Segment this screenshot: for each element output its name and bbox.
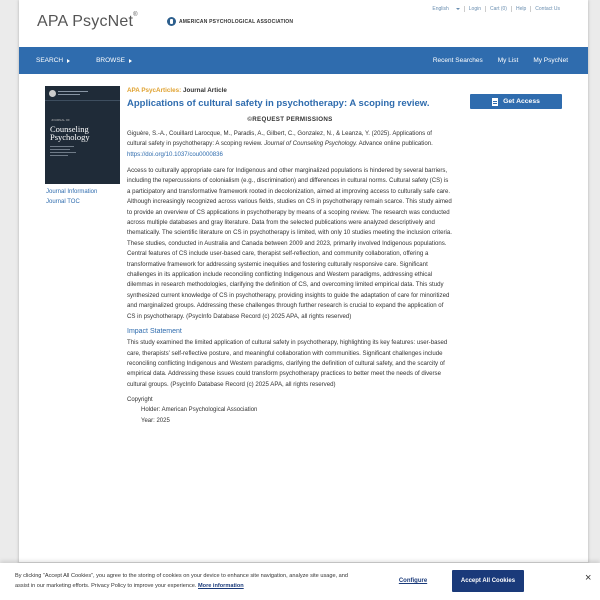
citation-journal: Journal of Counseling Psychology. [264,140,358,147]
logo-text: APA PsycNet [37,13,134,30]
document-icon [492,98,498,106]
contact-link[interactable]: Contact Us [530,6,564,12]
citation-advance: Advance online publication. [357,140,433,147]
journal-information-link[interactable]: Journal Information [46,189,98,195]
more-information-link[interactable]: More information [198,582,244,589]
language-select[interactable] [424,6,463,12]
configure-button[interactable]: Configure [398,578,428,584]
citation [127,129,453,161]
impact-statement-heading: Impact Statement [127,328,182,336]
article-title: Applications of cultural safety in psychotherapy: A scoping review. [127,98,430,109]
journal-cover-image[interactable] [45,86,120,184]
apa-psycnet-logo[interactable] [37,13,138,31]
nav-search[interactable] [36,57,70,64]
utility-nav [424,6,564,12]
caret-right-icon [67,59,70,63]
cookie-text: By clicking “Accept All Cookies”, you agree to the storing of cookies on your device to enhance site navigation, analyze site usage, and assist in our marketing efforts. Privacy Policy to improve your experience. [15,573,349,589]
nav-browse-label: BROWSE [96,57,125,64]
help-link[interactable]: Help [511,6,530,12]
apa-org-name: AMERICAN PSYCHOLOGICAL ASSOCIATION [179,18,294,25]
page-container [19,0,588,600]
get-access-button[interactable] [470,94,562,109]
cookie-message [15,572,360,591]
close-icon[interactable]: × [585,572,592,584]
source-line [127,87,453,94]
copyright-year: Year: 2025 [141,417,170,424]
get-access-label: Get Access [503,98,540,105]
article-main [127,87,453,426]
copyright-holder: Holder: American Psychological Association [141,407,258,414]
login-link[interactable]: Login [464,6,485,12]
citation-text: Giguère, S.-A., Couillard Larocque, M., Paradis, A., Gilbert, C., Gonzalez, N., & Leanza, Y. (2025). Applications of cultural safety in psychotherapy: A scoping review. [127,129,432,147]
main-navbar [19,47,588,74]
nav-browse[interactable] [96,57,132,64]
cart-link[interactable]: Cart (0) [485,6,511,12]
request-permissions-link[interactable]: ©REQUEST PERMISSIONS [247,115,333,123]
apa-globe-icon [167,17,176,26]
article-type: Journal Article [183,87,227,94]
nav-my-list[interactable]: My List [497,57,519,64]
accept-all-cookies-button[interactable]: Accept All Cookies [452,570,524,592]
impact-statement: This study examined the limited application of cultural safety in psychotherapy, highlighting its key features: user-based care, therapists' self-reflective posture, and meaningful collaboration with communities. Significant challenges include reconciling conflicting Indigenous and Western paradigms, clarifying the definition of cultural safety, and the scarcity of empirical data. Addressing these issues could transform psychotherapy practices to better meet the needs of diverse cultural groups. (PsycInfo Database Record (c) 2025 APA, all rights reserved) [127,339,448,388]
nav-my-psycnet[interactable]: My PsycNet [533,57,568,64]
doi-link[interactable]: https://doi.org/10.1037/cou0000836 [127,150,223,158]
chevron-down-icon [456,8,460,10]
copyright-heading: Copyright [127,397,153,404]
source-name[interactable]: APA PsycArticles: [127,87,182,94]
abstract: Access to culturally appropriate care for Indigenous and other marginalized populations is hindered by several barriers, including the repercussions of colonialism (e.g., discrimination) and differences in cultural norms. Cultural safety (CS) is a participatory and transformative framework rooted in decolonization, aimed at improving access to culturally safe care. Although increasingly recognized across various fields, studies on CS in psychotherapy remain scarce. This study aimed to provide an overview of CS applications in psychotherapy by means of a scoping review. The research was conducted across multiple databases and gray literature. Data from the selected publications were analyzed descriptively and thematically. The scientific literature on CS in psychotherapy is limited, with only 10 studies meeting the inclusion criteria. These studies, conducted in Australia and Canada between 2009 and 2023, primarily involved Indigenous populations. Central features of CS include user-based care, therapist self-reflection, and community collaboration, offering a transformative framework for addressing systemic inequities and fostering culturally responsive care. Significant challenges in its application include reconciling conflicting Indigenous and Western paradigms, addressing ethical dilemmas in research methodologies, clarifying the definition of CS, and overcoming limited empirical data. This study synthesized current knowledge of CS in psychotherapy, providing insights to guide the adaptation of care for minoritized and marginalized groups. Addressing these challenges through further research is crucial to expand the application of CS in psychotherapy. (PsycInfo Database Record (c) 2025 APA, all rights reserved) [127,167,452,320]
journal-toc-link[interactable]: Journal TOC [46,199,80,205]
nav-recent-searches[interactable]: Recent Searches [432,57,483,64]
registered-mark: ® [133,12,138,18]
nav-search-label: SEARCH [36,57,64,64]
apa-org-logo[interactable] [167,17,293,26]
cookie-banner [0,563,600,600]
caret-right-icon [129,59,132,63]
cover-title: Counseling Psychology [50,124,90,142]
cover-apa-logo [49,90,56,97]
cover-journal-label: JOURNAL OF [51,118,70,122]
language-label: English [432,6,449,12]
